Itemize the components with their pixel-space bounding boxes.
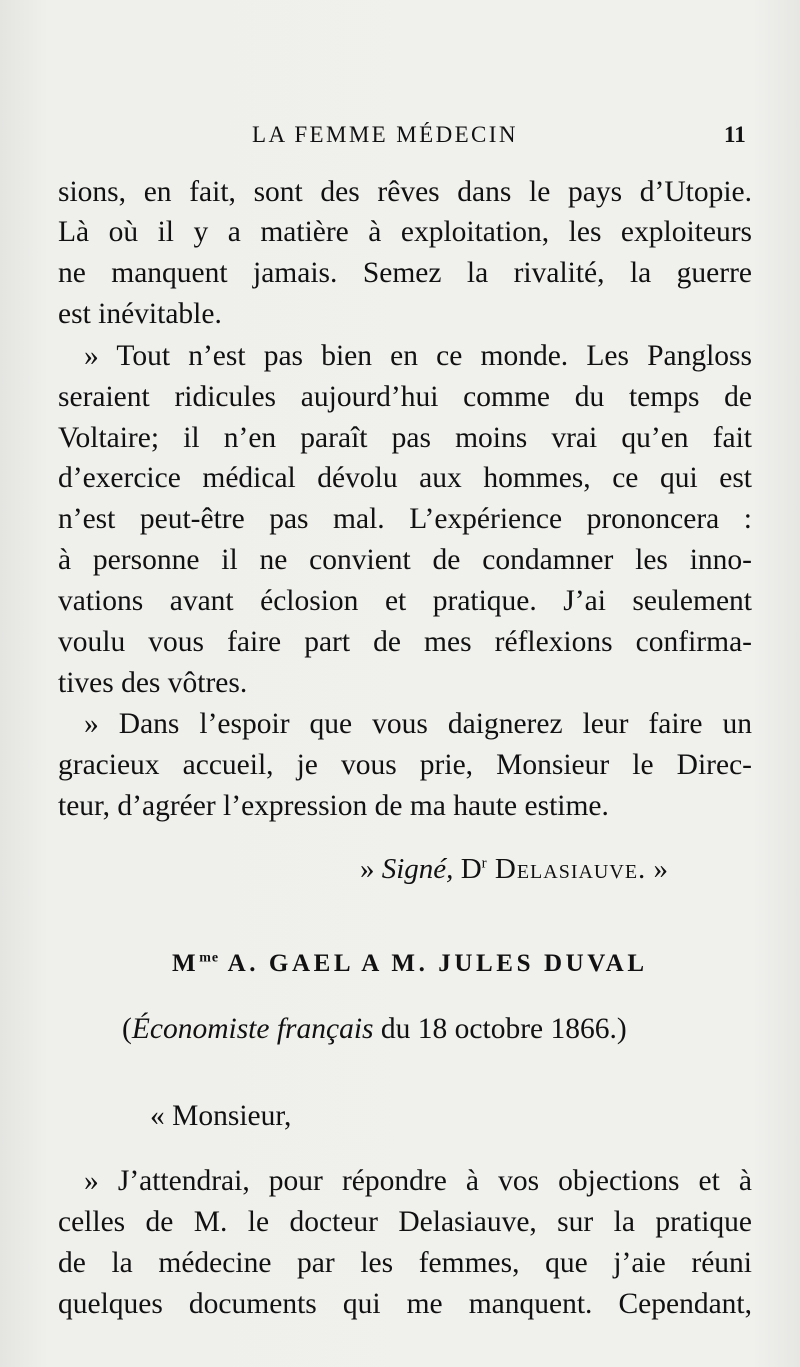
text-line: teur, d’agréer l’expression de ma haute estime. (58, 790, 609, 822)
text-line: celles de M. le docteur Delasiauve, sur la pratique (58, 1206, 752, 1238)
source-publication: Économiste français (131, 1013, 374, 1045)
heading-prefix: M (172, 950, 200, 977)
signature-title: D (453, 853, 482, 885)
text-line: de la médecine par les femmes, que j’aie réuni (58, 1247, 752, 1279)
text-line: » J’attendrai, pour répondre à vos objections et à (84, 1165, 752, 1197)
signature-title-sup: r (481, 855, 487, 872)
text-line: voulu vous faire part de mes réflexions confirma- (58, 626, 752, 658)
signature-name: Delasiauve. (486, 853, 647, 885)
text-line: Là où il y a matière à exploitation, les exploiteurs (58, 216, 752, 248)
text-line: » Tout n’est pas bien en ce monde. Les Pangloss (84, 340, 752, 372)
signature-open-quote: » (360, 853, 382, 885)
source-citation (122, 1013, 627, 1046)
text-line: sions, en fait, sont des rêves dans le pays d’Utopie. (58, 176, 752, 208)
text-line: tives des vôtres. (58, 667, 248, 699)
text-line: quelques documents qui me manquent. Cependant, (58, 1288, 752, 1320)
text-line: à personne il ne convient de condamner les inno- (58, 544, 752, 576)
letter-salutation: « Monsieur, (150, 1100, 292, 1132)
heading-rest: A. GAEL A M. JULES DUVAL (219, 950, 648, 977)
text-line: » Dans l’espoir que vous daignerez leur faire un (84, 708, 752, 740)
text-line: gracieux accueil, je vous prie, Monsieur le Direc- (58, 749, 752, 781)
text-line: n’est peut-être pas mal. L’expérience prononcera : (58, 503, 752, 535)
text-line: seraient ridicules aujourd’hui comme du temps de (58, 381, 752, 413)
section-heading (172, 950, 648, 978)
text-line: d’exercice médical dévolu aux hommes, ce qui est (58, 462, 752, 494)
signature-close-quote: » (646, 853, 669, 885)
heading-prefix-sup: me (199, 950, 220, 966)
letter-signature (360, 853, 668, 886)
text-line: vations avant éclosion et pratique. J’ai seulement (58, 585, 752, 617)
text-line: Voltaire; il n’en paraît pas moins vrai qu’en fait (58, 422, 752, 454)
text-line: est inévitable. (58, 298, 222, 330)
source-open: ( (122, 1013, 132, 1045)
page-number: 11 (724, 122, 746, 147)
page-header (0, 116, 800, 156)
text-line: ne manquent jamais. Semez la rivalité, la guerre (58, 257, 752, 289)
signature-signed: Signé, (381, 853, 454, 885)
running-title: LA FEMME MÉDECIN (252, 122, 518, 147)
source-date: du 18 octobre 1866.) (373, 1013, 627, 1045)
